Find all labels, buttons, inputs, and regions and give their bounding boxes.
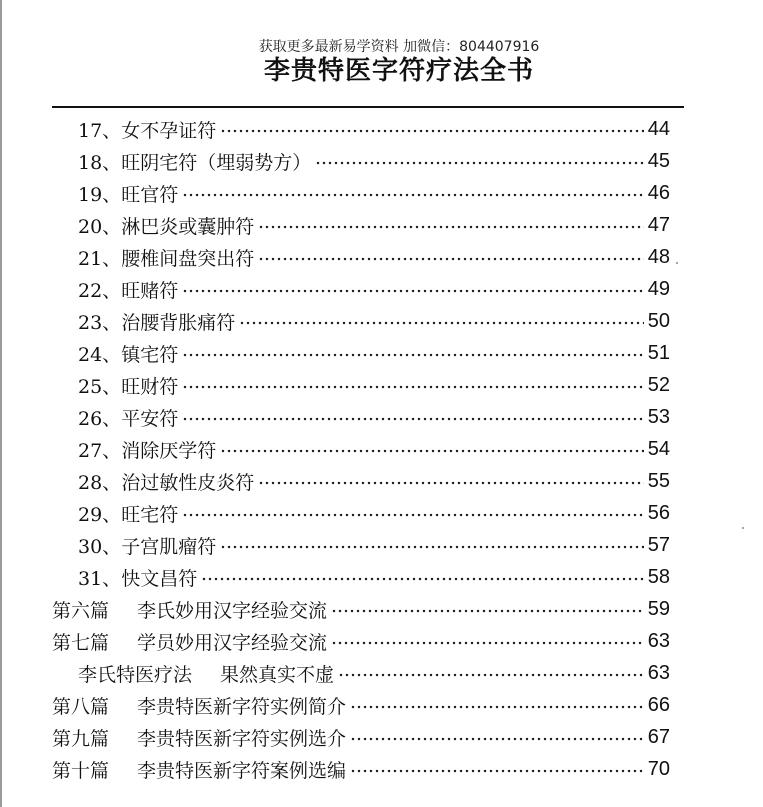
toc-entry-label xyxy=(78,532,216,559)
toc-entry-label xyxy=(78,116,216,143)
toc-entry-page: 51 xyxy=(647,341,670,364)
toc-entry-number: 22、 xyxy=(78,279,122,302)
dot-leader xyxy=(315,161,644,165)
dot-leader xyxy=(182,353,644,357)
toc-entry-title: 李贵特医新字符实例简介 xyxy=(137,695,347,718)
toc-entry-number: 18、 xyxy=(78,151,122,174)
page-left-edge xyxy=(0,0,2,807)
toc-entry-number: 25、 xyxy=(78,375,122,398)
toc-entry-label xyxy=(52,756,346,783)
dot-leader xyxy=(258,481,644,485)
toc-entry-label xyxy=(78,308,235,335)
toc-entry-title: 治腰背胀痛符 xyxy=(121,311,236,334)
dot-leader xyxy=(258,225,644,229)
toc-entry-page: 57 xyxy=(647,533,670,556)
scan-speck xyxy=(676,262,678,264)
toc-entry-title: 果然真实不虚 xyxy=(220,663,335,686)
toc-entry[interactable] xyxy=(78,273,670,305)
toc-entry-number: 26、 xyxy=(78,407,122,430)
toc-entry-title: 学员妙用汉字经验交流 xyxy=(137,631,328,654)
dot-leader xyxy=(350,737,644,741)
toc-entry-label xyxy=(78,244,254,271)
toc-entry-number: 28、 xyxy=(78,471,122,494)
toc-entry-page: 55 xyxy=(647,469,670,492)
toc-entry-label xyxy=(78,500,178,527)
toc-entry-label xyxy=(52,692,346,719)
toc-section-entry[interactable] xyxy=(52,721,670,753)
toc-entry-label xyxy=(78,148,311,175)
toc-entry-page: 45 xyxy=(647,149,670,172)
toc-subsection-heading: 李氏特医疗法 xyxy=(78,663,193,686)
dot-leader xyxy=(350,769,644,773)
toc-entry-title: 淋巴炎或囊肿符 xyxy=(121,215,255,238)
dot-leader xyxy=(258,257,644,261)
toc-entry-label xyxy=(78,468,254,495)
toc-entry-page: 53 xyxy=(647,405,670,428)
watermark-text: 获取更多最新易学资料 加微信：804407916 xyxy=(258,39,540,55)
toc-entry-page: 59 xyxy=(647,597,670,620)
toc-entry-page: 63 xyxy=(647,629,670,652)
toc-entry-title: 子宫肌瘤符 xyxy=(121,535,217,558)
toc-entry-number: 19、 xyxy=(78,183,122,206)
toc-entry-label xyxy=(78,436,216,463)
toc-entry-page: 58 xyxy=(647,565,670,588)
toc-section-number: 第十篇 xyxy=(52,759,110,782)
toc-entry-label xyxy=(78,372,178,399)
dot-leader xyxy=(182,193,644,197)
toc-entry-label xyxy=(78,404,178,431)
toc-entry-number: 21、 xyxy=(78,247,122,270)
toc-entry[interactable] xyxy=(78,177,670,209)
toc-entry-page: 52 xyxy=(647,373,670,396)
toc-entry-page: 50 xyxy=(647,309,670,332)
dot-leader xyxy=(331,641,644,645)
toc-entry-title: 旺宅符 xyxy=(121,503,179,526)
dot-leader xyxy=(182,289,644,293)
toc-entry[interactable] xyxy=(78,241,670,273)
page-title: 李贵特医字符疗法全书 xyxy=(263,56,534,86)
toc-entry[interactable] xyxy=(78,209,670,241)
toc-entry-label xyxy=(52,628,327,655)
toc-entry[interactable] xyxy=(78,497,670,529)
dot-leader xyxy=(220,129,644,133)
toc-entry[interactable] xyxy=(78,529,670,561)
toc-entry-page: 49 xyxy=(647,277,670,300)
toc-section-entry[interactable] xyxy=(52,625,670,657)
toc-entry[interactable] xyxy=(78,145,670,177)
toc-entry-title: 李贵特医新字符实例选介 xyxy=(137,727,347,750)
toc-entry[interactable] xyxy=(78,113,670,145)
toc-entry-label xyxy=(78,276,178,303)
dot-leader xyxy=(182,385,644,389)
toc-entry-label xyxy=(78,340,178,367)
toc-section-entry[interactable] xyxy=(52,593,670,625)
toc-entry-label xyxy=(78,564,197,591)
toc-entry-page: 48 xyxy=(647,245,670,268)
toc-entry-page: 46 xyxy=(647,181,670,204)
toc-entry-title: 旺阴宅符（埋弱势方） xyxy=(121,151,312,174)
toc-entry-number: 20、 xyxy=(78,215,122,238)
toc-entry-page: 67 xyxy=(647,725,670,748)
toc-entry-page: 70 xyxy=(647,757,670,780)
toc-entry-title: 李贵特医新字符案例选编 xyxy=(137,759,347,782)
toc-entry-number: 30、 xyxy=(78,535,122,558)
toc-entry-title: 李氏妙用汉字经验交流 xyxy=(137,599,328,622)
toc-entry[interactable] xyxy=(78,561,670,593)
title-underline xyxy=(52,106,684,108)
dot-leader xyxy=(331,609,644,613)
toc-entry-label xyxy=(52,596,327,623)
toc-entry-label xyxy=(78,180,178,207)
dot-leader xyxy=(338,673,644,677)
toc-entry-title: 旺赌符 xyxy=(121,279,179,302)
scan-speck xyxy=(742,527,744,529)
toc-entry-label xyxy=(78,212,254,239)
dot-leader xyxy=(182,417,644,421)
toc-entry-label xyxy=(52,724,346,751)
toc-entry-number: 24、 xyxy=(78,343,122,366)
dot-leader xyxy=(350,705,644,709)
toc-section-number: 第六篇 xyxy=(52,599,110,622)
toc-entry-number: 17、 xyxy=(78,119,122,142)
toc-entry-page: 47 xyxy=(647,213,670,236)
dot-leader xyxy=(201,577,644,581)
dot-leader xyxy=(220,545,644,549)
toc-subsection-entry[interactable] xyxy=(78,657,670,689)
toc-entry[interactable] xyxy=(78,433,670,465)
toc-entry-page: 54 xyxy=(647,437,670,460)
toc-entry-page: 63 xyxy=(647,661,670,684)
toc-entry-title: 旺官符 xyxy=(121,183,179,206)
toc-section-number: 第八篇 xyxy=(52,695,110,718)
toc-entry-title: 腰椎间盘突出符 xyxy=(121,247,255,270)
toc-section-entry[interactable] xyxy=(52,753,670,785)
toc-entry-title: 旺财符 xyxy=(121,375,179,398)
toc-entry[interactable] xyxy=(78,369,670,401)
toc-entry-label xyxy=(78,660,334,687)
dot-leader xyxy=(182,513,644,517)
toc-entry-page: 66 xyxy=(647,693,670,716)
toc-entry-title: 快文昌符 xyxy=(121,567,198,590)
dot-leader xyxy=(220,449,644,453)
toc-section-number: 第九篇 xyxy=(52,727,110,750)
toc-entry-number: 23、 xyxy=(78,311,122,334)
toc-entry-number: 29、 xyxy=(78,503,122,526)
toc-entry[interactable] xyxy=(78,401,670,433)
toc-entry-page: 56 xyxy=(647,501,670,524)
toc-entry-page: 44 xyxy=(647,117,670,140)
dot-leader xyxy=(239,321,644,325)
toc-entry-number: 31、 xyxy=(78,567,122,590)
toc-entry-title: 治过敏性皮炎符 xyxy=(121,471,255,494)
toc-entry[interactable] xyxy=(78,337,670,369)
toc-entry-title: 平安符 xyxy=(121,407,179,430)
toc-entry-number: 27、 xyxy=(78,439,122,462)
toc-entry-title: 女不孕证符 xyxy=(121,119,217,142)
toc-section-number: 第七篇 xyxy=(52,631,110,654)
toc-entry-title: 镇宅符 xyxy=(121,343,179,366)
toc-section-entry[interactable] xyxy=(52,689,670,721)
toc-entry[interactable] xyxy=(78,465,670,497)
toc-entry[interactable] xyxy=(78,305,670,337)
toc-entry-title: 消除厌学符 xyxy=(121,439,217,462)
